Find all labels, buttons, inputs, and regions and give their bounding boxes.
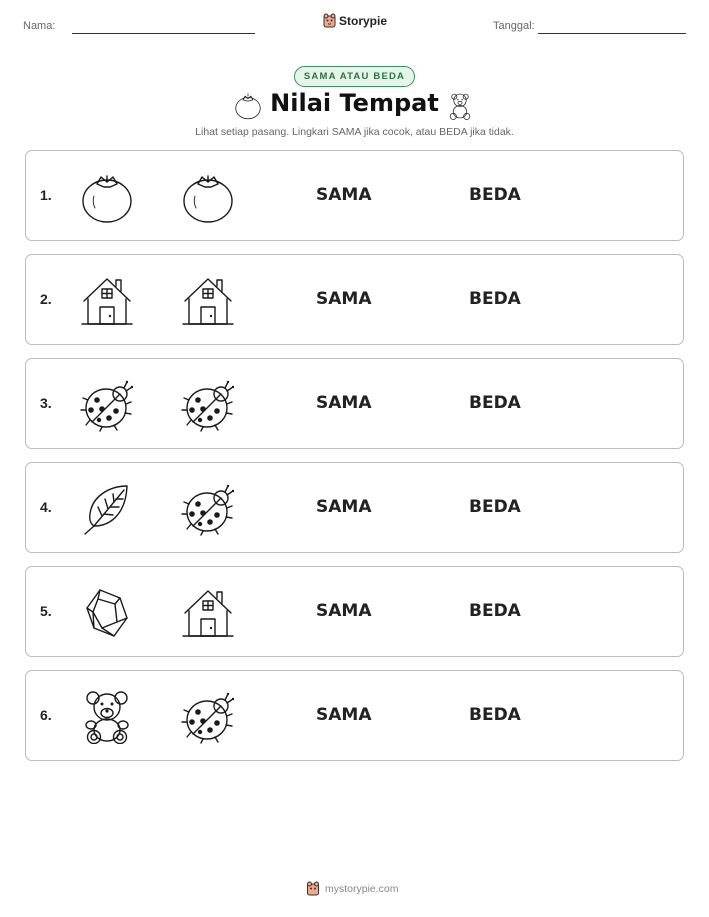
name-label: Nama: xyxy=(23,20,56,32)
question-number: 2. xyxy=(40,291,52,307)
option-different[interactable]: BEDA xyxy=(469,705,521,725)
page-title: Nilai Tempat xyxy=(270,89,439,117)
house-icon xyxy=(80,274,134,328)
question-row xyxy=(25,670,684,761)
house-icon xyxy=(181,586,235,640)
date-label: Tanggal: xyxy=(493,20,535,32)
option-different[interactable]: BEDA xyxy=(469,185,521,205)
question-row xyxy=(25,150,684,241)
footer xyxy=(306,881,399,896)
option-different[interactable]: BEDA xyxy=(469,497,521,517)
option-same[interactable]: SAMA xyxy=(316,705,372,725)
brand-name: Storypie xyxy=(339,13,388,28)
leaf-icon xyxy=(80,482,134,536)
teddy-bear-icon xyxy=(446,91,474,121)
ladybug-icon xyxy=(181,690,235,744)
category-badge: SAMA ATAU BEDA xyxy=(294,66,415,87)
question-number: 5. xyxy=(40,603,52,619)
question-row xyxy=(25,254,684,345)
tomato-icon xyxy=(181,170,235,224)
question-number: 4. xyxy=(40,499,52,515)
option-same[interactable]: SAMA xyxy=(316,185,372,205)
question-row xyxy=(25,358,684,449)
question-number: 3. xyxy=(40,395,52,411)
name-field-line[interactable] xyxy=(72,33,255,34)
date-field-line[interactable] xyxy=(538,33,686,34)
option-same[interactable]: SAMA xyxy=(316,497,372,517)
storypie-mascot-icon xyxy=(306,881,320,896)
tomato-icon xyxy=(80,170,134,224)
instruction-text: Lihat setiap pasang. Lingkari SAMA jika cocok, atau BEDA jika tidak. xyxy=(195,126,514,138)
brand-logo xyxy=(323,13,387,28)
storypie-mascot-icon xyxy=(323,13,336,28)
option-different[interactable]: BEDA xyxy=(469,289,521,309)
option-same[interactable]: SAMA xyxy=(316,289,372,309)
house-icon xyxy=(181,274,235,328)
ladybug-icon xyxy=(80,378,134,432)
option-same[interactable]: SAMA xyxy=(316,601,372,621)
question-row xyxy=(25,462,684,553)
question-number: 1. xyxy=(40,187,52,203)
gem-icon xyxy=(80,586,134,640)
ladybug-icon xyxy=(181,482,235,536)
question-number: 6. xyxy=(40,707,52,723)
option-different[interactable]: BEDA xyxy=(469,393,521,413)
option-different[interactable]: BEDA xyxy=(469,601,521,621)
ladybug-icon xyxy=(181,378,235,432)
footer-site: mystorypie.com xyxy=(325,882,399,895)
teddy-bear-icon xyxy=(80,690,134,744)
option-same[interactable]: SAMA xyxy=(316,393,372,413)
question-row xyxy=(25,566,684,657)
